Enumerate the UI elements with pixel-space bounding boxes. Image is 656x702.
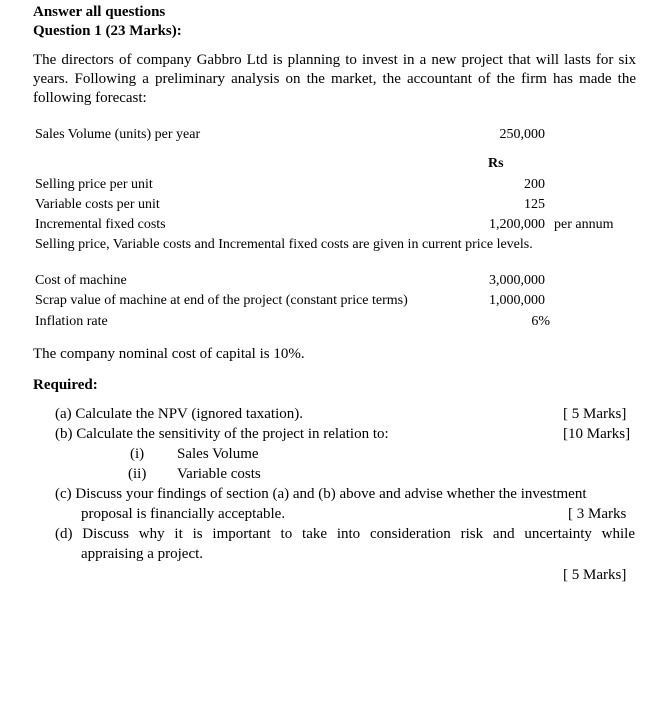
question-a: (a) Calculate the NPV (ignored taxation).: [55, 406, 303, 422]
price-level-note: Selling price, Variable costs and Incremental fixed costs are given in current price levels.: [35, 237, 533, 252]
inflation-value: 6%: [531, 314, 550, 329]
fixed-cost-unit: per annum: [554, 217, 614, 232]
scrap-value-label: Scrap value of machine at end of the project (constant price terms): [35, 293, 408, 308]
question-d-marks: [ 5 Marks]: [563, 567, 627, 583]
question-c-marks: [ 3 Marks: [568, 506, 627, 522]
machine-cost-value: 3,000,000: [489, 273, 545, 288]
question-d-line1: (d) Discuss why it is important to take into consideration risk and uncertainty while: [55, 526, 635, 542]
machine-cost-label: Cost of machine: [35, 273, 127, 288]
variable-cost-value: 125: [524, 197, 545, 212]
fixed-cost-label: Incremental fixed costs: [35, 217, 166, 232]
selling-price-value: 200: [524, 177, 545, 192]
selling-price-label: Selling price per unit: [35, 177, 153, 192]
scrap-value-value: 1,000,000: [489, 293, 545, 308]
instruction-heading: Answer all questions: [33, 4, 166, 20]
question-a-marks: [ 5 Marks]: [563, 406, 627, 422]
sales-volume-value: 250,000: [499, 127, 545, 142]
fixed-cost-value: 1,200,000: [489, 217, 545, 232]
question-d-line2: appraising a project.: [81, 546, 204, 562]
question-b-sub-ii-num: (ii): [128, 466, 147, 482]
question-title: Question 1 (23 Marks):: [33, 23, 182, 39]
variable-cost-label: Variable costs per unit: [35, 197, 160, 212]
question-b-marks: [10 Marks]: [563, 426, 631, 442]
intro-paragraph: The directors of company Gabbro Ltd is planning to invest in a new project that will lasts for six years. Following a preliminary analysis on the market, the accountant of the firm has made the following forecast:: [33, 52, 636, 106]
question-b-sub-i-num: (i): [130, 446, 145, 462]
currency-label: Rs: [488, 156, 504, 171]
required-heading: Required:: [33, 377, 98, 393]
question-c-line1: (c) Discuss your findings of section (a) and (b) above and advise whether the investment: [55, 486, 587, 502]
question-b-sub-ii-text: Variable costs: [177, 466, 261, 482]
question-b-sub-i-text: Sales Volume: [177, 446, 259, 462]
cost-of-capital: The company nominal cost of capital is 10%.: [33, 346, 305, 362]
question-b: (b) Calculate the sensitivity of the project in relation to:: [55, 426, 389, 442]
inflation-label: Inflation rate: [35, 314, 108, 329]
question-c-line2: proposal is financially acceptable.: [81, 506, 286, 522]
sales-volume-label: Sales Volume (units) per year: [35, 127, 201, 142]
